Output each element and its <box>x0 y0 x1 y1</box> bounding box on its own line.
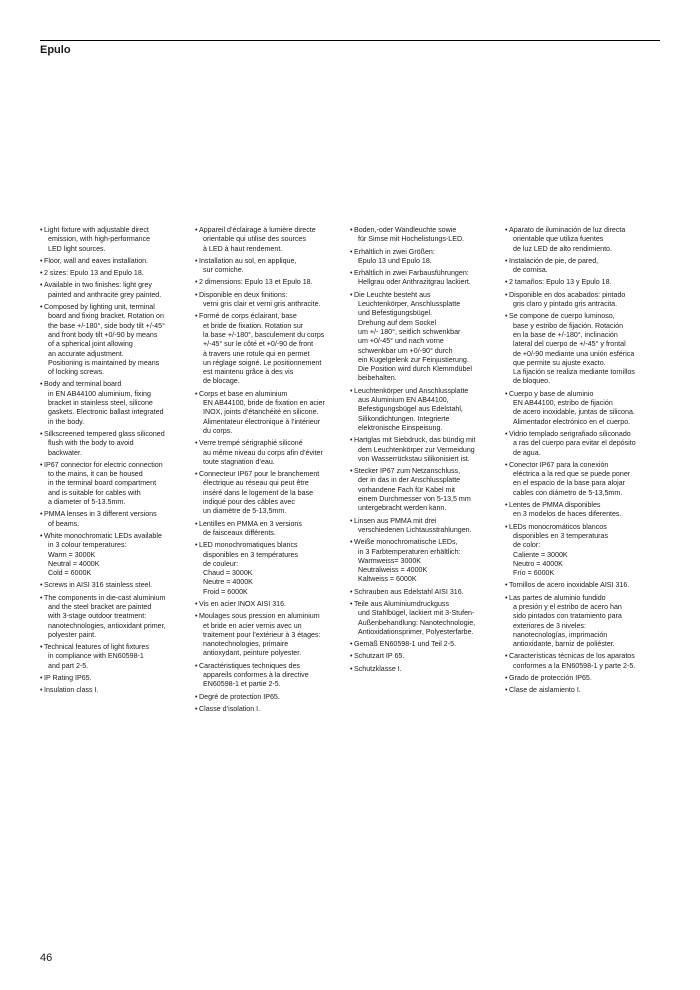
spec-line: Die Position wird durch Klemmdübel <box>358 365 472 374</box>
spec-line: INOX, joints d’étanchéité en silicone. <box>203 408 319 417</box>
spec-item <box>350 538 492 584</box>
spec-line: Cold = 6000K <box>48 569 92 578</box>
spec-line: • Erhältlich in zwei Größen: <box>354 247 435 256</box>
spec-line: est maintenu grâce à des vis <box>203 368 294 377</box>
spec-line: to the mains, it can be housed <box>48 470 143 479</box>
spec-line: • Tornillos de acero inoxidable AISI 316. <box>509 581 630 590</box>
spec-line: • Schrauben aus Edelstahl AISI 316. <box>354 587 464 596</box>
spec-line: untergebracht werden kann. <box>358 504 447 513</box>
spec-line: eléctrica a la red que se puede poner <box>513 470 631 479</box>
spec-line: Hellgrau oder Anthrazitgrau lackiert. <box>358 278 471 287</box>
spec-item <box>505 674 647 683</box>
spec-item <box>40 686 182 695</box>
spec-line: Epulo 13 und Epulo 18. <box>358 256 432 265</box>
spec-item <box>505 461 647 498</box>
spec-line: Alimentateur électronique à l’intérieur <box>203 417 321 426</box>
spec-item <box>40 269 182 278</box>
spec-item <box>195 390 337 436</box>
spec-line: und Befestigungsbügel. <box>358 309 433 318</box>
spec-item <box>195 312 337 386</box>
spec-line: • Composed by lighting unit, terminal <box>44 303 155 312</box>
spec-line: • Appareil d’éclairage à lumière directe <box>199 226 316 234</box>
spec-line: a presión y el estribo de acero han <box>513 602 622 611</box>
spec-line: antioxydant, peinture polyester. <box>203 649 302 658</box>
spec-item <box>350 226 492 245</box>
spec-line: disponibles en 3 températures <box>203 550 299 559</box>
spec-line: EN AB44100, bride de fixation en acier <box>203 399 325 408</box>
spec-line: • PMMA lenses in 3 different versions <box>44 510 157 519</box>
spec-line: board and fixing bracket. Rotation on <box>48 312 164 321</box>
spec-line: • Conector IP67 para la conexión <box>509 460 609 469</box>
spec-item <box>350 517 492 536</box>
column-german <box>350 226 492 677</box>
spec-item <box>40 674 182 683</box>
spec-item <box>350 588 492 597</box>
spec-line: nanotechnologies, primaire <box>203 640 289 649</box>
spec-line: • Die Leuchte besteht aus <box>354 290 431 299</box>
spec-item <box>350 665 492 674</box>
spec-line: verschiedenen Lichtausstrahlungen. <box>358 525 472 534</box>
spec-line: • Se compone de cuerpo luminoso, <box>509 312 615 321</box>
spec-line: • Vidrio templado serigrafiado siliconado <box>509 429 631 438</box>
spec-line: • Instalación de pie, de pared, <box>509 256 599 265</box>
spec-line: • LED monochromatiques blancs <box>199 541 298 550</box>
spec-item <box>40 581 182 590</box>
spec-line: en 3 modelos de haces diferentes. <box>513 510 622 519</box>
spec-line: lateral del cuerpo de +/-45° y frontal <box>513 340 626 349</box>
spec-line: • The components in die-cast aluminium <box>44 593 166 602</box>
spec-line: ein Kugelgelenk zur Feinjustierung. <box>358 355 469 364</box>
spec-line: • Cuerpo y base de aluminio <box>509 389 594 398</box>
spec-line: sur corniche. <box>203 266 244 275</box>
spec-item <box>505 652 647 671</box>
spec-item <box>195 600 337 609</box>
spec-item <box>195 226 337 254</box>
spec-item <box>350 436 492 464</box>
spec-line: • White monochromatic LEDs available <box>44 531 162 540</box>
spec-line: • Aparato de iluminación de luz directa <box>509 226 626 234</box>
spec-line: Warm = 3000K <box>48 550 96 559</box>
spec-item <box>40 594 182 640</box>
spec-line: • Classe d’isolation I. <box>199 704 261 713</box>
spec-line: à LED à haut rendement. <box>203 244 283 253</box>
spec-item <box>505 226 647 254</box>
spec-line: • Formé de corps éclairant, base <box>199 312 297 321</box>
spec-item <box>505 390 647 427</box>
spec-line: Chaud = 3000K <box>203 569 253 578</box>
spec-line: für Simse mit Hochelistungs-LED. <box>358 235 465 244</box>
spec-line: • Lentes de PMMA disponibles <box>509 501 601 510</box>
spec-line: Neutral = 4000K <box>48 559 100 568</box>
spec-item <box>505 523 647 579</box>
spec-line: Froid = 6000K <box>203 587 248 596</box>
spec-line: and is suitable for cables with <box>48 488 141 497</box>
spec-line: • Boden,-oder Wandleuchte sowie <box>354 226 457 234</box>
spec-item <box>40 380 182 426</box>
spec-line: que permite su ajuste exacto. <box>513 358 606 367</box>
spec-item <box>40 226 182 254</box>
spec-item <box>505 501 647 520</box>
spec-item <box>40 281 182 300</box>
spec-line: beibehalten. <box>358 374 397 383</box>
spec-line: of beams. <box>48 519 80 528</box>
spec-line: • Verre trempé sérigraphié siliconé <box>199 439 303 448</box>
spec-line: von Wasserrückstau silikonisiert ist. <box>358 454 470 463</box>
spec-line: emission, with high-performance <box>48 235 151 244</box>
spec-item <box>350 652 492 661</box>
spec-line: de +0/-90 mediante una unión esférica <box>513 349 635 358</box>
spec-line: of a spherical joint allowing <box>48 340 133 349</box>
spec-item <box>195 693 337 702</box>
spec-line: de cornisa. <box>513 266 548 275</box>
spec-line: in 3 colour temperatures: <box>48 541 127 550</box>
spec-line: und Stahlbügel, lackiert mit 3-Stufen- <box>358 609 475 618</box>
spec-line: flush with the body to avoid <box>48 439 134 448</box>
spec-line: • Schutzklasse I. <box>354 664 402 673</box>
spec-line: un diamètre de 5-13,5mm. <box>203 507 287 516</box>
spec-line: +/-45° sur le côté et +0/-90 de front <box>203 340 314 349</box>
spec-item <box>505 278 647 287</box>
spec-line: einem Durchmesser von 5-13,5 mm <box>358 495 471 504</box>
spec-line: et bride de fixation. Rotation sur <box>203 321 304 330</box>
spec-item <box>40 643 182 671</box>
spec-line: La fijación se realiza mediante tornillos <box>513 368 635 377</box>
spec-line: EN AB44100, estribo de fijación <box>513 399 613 408</box>
spec-line: en la base de +/-180°, inclinación <box>513 330 618 339</box>
spec-line: de faisceaux différents. <box>203 528 276 537</box>
spec-line: un réglage soigné. Le positionnement <box>203 358 322 367</box>
spec-item <box>505 257 647 276</box>
spec-line: aus Aluminium EN AB44100, <box>358 396 449 405</box>
spec-line: der in das in der Anschlussplatte <box>358 476 461 485</box>
spec-line: Positioning is maintained by means <box>48 358 160 367</box>
spec-line: in EN AB44100 aluminium, fixing <box>48 389 151 398</box>
spec-item <box>505 291 647 310</box>
column-spanish <box>505 226 647 699</box>
spec-line: • Silkscreened tempered glass siliconed <box>44 429 165 438</box>
spec-line: • Las partes de aluminio fundido <box>509 593 606 602</box>
spec-line: • IP Rating IP65. <box>44 674 92 683</box>
spec-item <box>350 640 492 649</box>
spec-line: of locking screws. <box>48 368 104 377</box>
spec-line: in the terminal board compartment <box>48 479 157 488</box>
spec-line: appareils conformes à la directive <box>203 671 309 680</box>
spec-line: • Technical features of light fixtures <box>44 643 149 652</box>
spec-item <box>350 269 492 288</box>
header-rule <box>40 40 660 41</box>
spec-line: in 3 Farbtemperaturen erhältlich: <box>358 547 461 556</box>
spec-item <box>505 581 647 590</box>
spec-line: and the steel bracket are painted <box>48 602 152 611</box>
spec-line: • Connecteur IP67 pour le branchement <box>199 470 320 479</box>
spec-line: with 3-stage outdoor treatment: <box>48 612 147 621</box>
spec-line: de color: <box>513 541 541 550</box>
spec-line: sido pintados con tratamiento para <box>513 612 622 621</box>
spec-line: et bride en acier vernis avec un <box>203 621 302 630</box>
spec-line: de acero inoxidable, juntas de silicona. <box>513 408 635 417</box>
spec-line: Kaltweiss = 6000K <box>358 575 417 584</box>
spec-item <box>195 705 337 714</box>
spec-item <box>195 662 337 690</box>
spec-line: in compliance with EN60598-1 <box>48 652 144 661</box>
spec-line: • Stecker IP67 zum Netzanschluss, <box>354 467 461 476</box>
spec-line: • Erhältlich in zwei Farbausführungen: <box>354 269 469 278</box>
spec-line: de bloqueo. <box>513 377 551 386</box>
spec-line: au même niveau du corps afin d’éviter <box>203 448 323 457</box>
spec-line: • 2 dimensions: Epulo 13 et Epulo 18. <box>199 278 313 287</box>
spec-line: nanotechnologies, antioxidant primer, <box>48 621 166 630</box>
spec-item <box>505 594 647 650</box>
spec-line: • 2 sizes: Epulo 13 and Epulo 18. <box>44 269 144 278</box>
spec-line: orientable qui utilise des sources <box>203 235 306 244</box>
spec-line: conformes a la EN60598-1 y parte 2-5. <box>513 661 636 670</box>
spec-line: antioxidante, barniz de poliéster. <box>513 640 615 649</box>
spec-line: • Degré de protection IP65. <box>199 692 280 701</box>
spec-line: • Light fixture with adjustable direct <box>44 226 149 234</box>
column-english <box>40 226 182 699</box>
spec-item <box>195 520 337 539</box>
page-title: Epulo <box>40 44 71 56</box>
spec-item <box>40 510 182 529</box>
spec-line: • Clase de aislamiento I. <box>509 686 581 695</box>
spec-item <box>350 248 492 267</box>
spec-line: exteriores de 3 niveles: <box>513 621 586 630</box>
spec-line: • Teile aus Aluminiumdruckguss <box>354 599 450 608</box>
spec-line: • Corps et base en aluminium <box>199 389 288 398</box>
spec-line: du corps. <box>203 426 233 435</box>
spec-item <box>195 439 337 467</box>
spec-line: and part 2-5. <box>48 661 89 670</box>
spec-line: elektronische Einspeisung. <box>358 423 443 432</box>
spec-line: and front body tilt +0/-90 by means <box>48 330 158 339</box>
spec-line: • Screws in AISI 316 stainless steel. <box>44 581 153 590</box>
spec-line: a ras del cuerpo para evitar el depósito <box>513 439 636 448</box>
spec-line: inséré dans le logement de la base <box>203 488 314 497</box>
spec-line: Alimentador electrónico en el cuerpo. <box>513 417 631 426</box>
spec-item <box>195 278 337 287</box>
spec-line: • Schutzart IP 65. <box>354 652 405 661</box>
spec-line: a diameter of 5-13.5mm. <box>48 498 126 507</box>
spec-line: verni gris clair et verni gris anthracite. <box>203 300 321 309</box>
spec-line: Neutre = 4000K <box>203 578 253 587</box>
spec-line: gris claro y pintado gris antracita. <box>513 300 618 309</box>
spec-item <box>40 461 182 507</box>
spec-line: polyester paint. <box>48 630 97 639</box>
spec-item <box>350 467 492 513</box>
spec-line: • Lentilles en PMMA en 3 versions <box>199 519 302 528</box>
spec-line: • Disponible en dos acabados: pintado <box>509 290 626 299</box>
spec-line: vorhandene Fach für Kabel mit <box>358 485 456 494</box>
spec-line: Außenbehandlung: Nanotechnologie, <box>358 618 476 627</box>
spec-item <box>350 600 492 637</box>
spec-line: um +0/-45° und nach vorne <box>358 337 444 346</box>
spec-item <box>195 291 337 310</box>
spec-line: • Disponible en deux finitions: <box>199 290 288 299</box>
spec-item <box>195 541 337 597</box>
spec-item <box>40 303 182 377</box>
spec-line: • Vis en acier INOX AISI 316. <box>199 599 287 608</box>
spec-line: • Body and terminal board <box>44 380 122 389</box>
spec-line: • Linsen aus PMMA mit drei <box>354 516 437 525</box>
page-number: 46 <box>40 952 53 964</box>
spec-item <box>350 291 492 384</box>
spec-line: nanotecnologías, imprimación <box>513 630 608 639</box>
spec-line: • Caractéristiques techniques des <box>199 661 300 670</box>
spec-line: • Grado de protección IP65. <box>509 674 592 683</box>
spec-item <box>195 612 337 658</box>
spec-line: Befestigungsbügel aus Edelstahl, <box>358 405 463 414</box>
spec-line: électrique au réseau qui peut être <box>203 479 309 488</box>
spec-line: • LEDs monocromáticos blancos <box>509 522 607 531</box>
spec-line: Caliente = 3000K <box>513 550 568 559</box>
spec-line: dem Leuchtenkörper zur Vermeidung <box>358 445 475 454</box>
spec-line: um +/- 180°, seitlich schwenkbar <box>358 327 461 336</box>
spec-line: en el espacio de la base para alojar <box>513 479 626 488</box>
spec-line: Drehung auf dem Sockel <box>358 318 437 327</box>
spec-line: toute stagnation d’eau. <box>203 457 275 466</box>
spec-line: painted and anthracite grey painted. <box>48 290 162 299</box>
spec-line: • IP67 connector for electric connection <box>44 460 163 469</box>
spec-line: • 2 tamaños: Epulo 13 y Epulo 18. <box>509 278 612 287</box>
spec-line: de couleur: <box>203 559 239 568</box>
spec-item <box>195 257 337 276</box>
spec-line: Silikondichtungen. Integrierte <box>358 414 450 423</box>
spec-line: schwenkbar um +0/-90° durch <box>358 346 453 355</box>
spec-line: Frío = 6000K <box>513 569 555 578</box>
spec-line: la base +/-180°, basculement du corps <box>203 330 325 339</box>
spec-line: • Hartglas mit Siebdruck, das bündig mit <box>354 436 476 445</box>
spec-line: base y estribo de fijación. Rotación <box>513 321 624 330</box>
spec-line: LED light sources. <box>48 244 106 253</box>
spec-line: orientable que utiliza fuentes <box>513 235 604 244</box>
spec-item <box>195 470 337 516</box>
spec-line: bracket in stainless steel, silicone <box>48 399 153 408</box>
spec-item <box>350 387 492 433</box>
spec-line: Warmweiss= 3000K <box>358 556 422 565</box>
spec-line: an accurate adjustment. <box>48 349 124 358</box>
spec-line: Neutralweiss = 4000K <box>358 566 428 575</box>
spec-line: de agua. <box>513 448 541 457</box>
spec-item <box>40 257 182 266</box>
spec-line: EN60598-1 et partie 2-5. <box>203 680 281 689</box>
spec-line: disponibles en 3 temperaturas <box>513 531 609 540</box>
spec-line: indiqué pour des câbles avec <box>203 498 295 507</box>
spec-item <box>40 430 182 458</box>
spec-line: • Moulages sous pression en aluminium <box>199 612 320 621</box>
spec-item <box>40 532 182 578</box>
spec-item <box>505 312 647 386</box>
spec-line: de blocage. <box>203 377 240 386</box>
spec-line: • Características técnicas de los aparatos <box>509 652 635 661</box>
spec-line: à travers une rotule qui en permet <box>203 349 310 358</box>
spec-line: Neutro = 4000K <box>513 559 563 568</box>
column-french <box>195 226 337 717</box>
spec-line: • Floor, wall and eaves installation. <box>44 256 149 265</box>
spec-line: • Weiße monochromatische LEDs, <box>354 538 458 547</box>
spec-item <box>505 686 647 695</box>
spec-line: • Installation au sol, en applique, <box>199 256 297 265</box>
spec-line: traitement pour l’extérieur à 3 étages: <box>203 630 321 639</box>
spec-line: • Leuchtenkörper und Anschlussplatte <box>354 386 469 395</box>
spec-line: • Insulation class I. <box>44 686 99 695</box>
spec-line: • Available in two finishes: light grey <box>44 281 152 290</box>
spec-line: de luz LED de alto rendimiento. <box>513 244 612 253</box>
spec-line: the base +/-180°, side body tilt +/-45° <box>48 321 165 330</box>
spec-line: backwater. <box>48 448 82 457</box>
spec-item <box>505 430 647 458</box>
spec-line: Leuchtenkörper, Anschlussplatte <box>358 300 461 309</box>
spec-line: cables con diámetro de 5-13,5mm. <box>513 488 623 497</box>
spec-line: • Gemäß EN60598-1 und Teil 2-5. <box>354 640 456 649</box>
spec-line: Antioxidationsprimer, Polyesterfarbe. <box>358 627 474 636</box>
spec-line: in the body. <box>48 417 85 426</box>
spec-line: gaskets. Electronic ballast integrated <box>48 408 164 417</box>
